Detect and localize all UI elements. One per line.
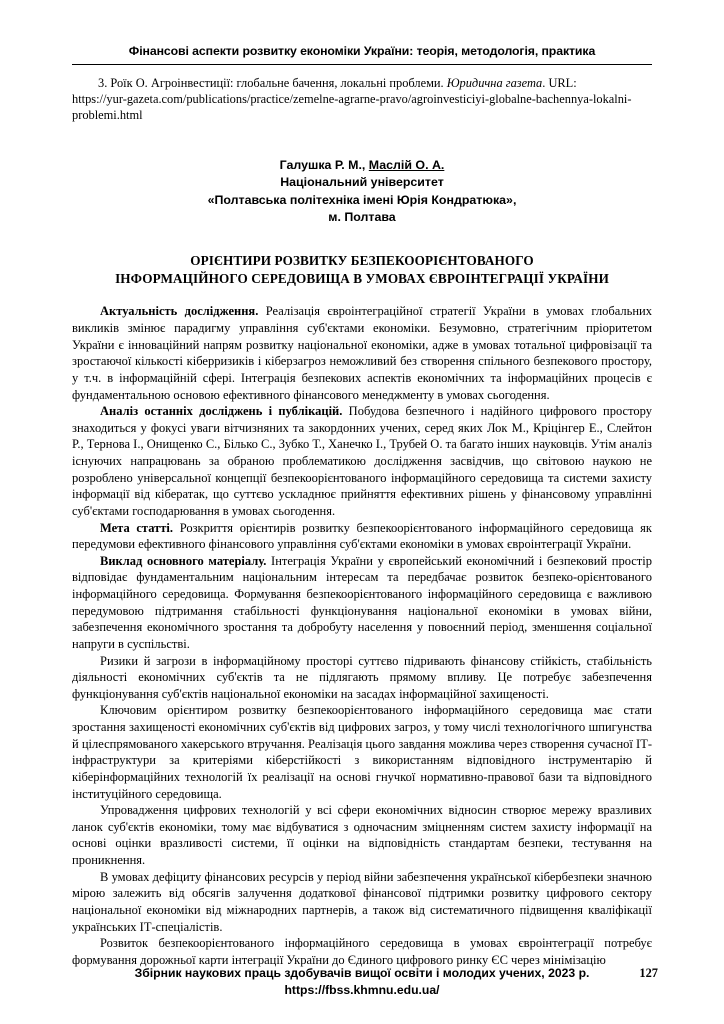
paragraph xyxy=(72,802,652,869)
paragraph xyxy=(72,869,652,936)
affiliation-city: м. Полтава xyxy=(328,209,396,224)
footer-url: https://fbss.khmnu.edu.ua/ xyxy=(284,982,440,997)
page-title xyxy=(72,252,652,288)
authors-block xyxy=(72,157,652,225)
author-names xyxy=(72,157,652,174)
paragraph-text: Розвиток безпекоорієнтованого інформаційного середовища в умовах євроінтеграції потребує формування дорожньої карти інтеграції України до Єдиного цифрового ринку ЄС через мінімізацію xyxy=(72,936,652,967)
reference-text-start: 3. Роїк О. Агроінвестиції: глобальне бачення, локальні проблеми. xyxy=(98,76,447,90)
paragraph-text: Побудова безпечного і надійного цифрового простору знаходиться у фокусі уваги вітчизняних та закордонних учених, серед яких Лок М., Кріцінгер Е., Слейтон Р., Тернова І., Онищенко С., Білько С., Зубко Т., Ханечко І., Трубей О. та багато інших науковців. Утім аналіз існуючих напрацювань за обраною проблематикою дослідження засвідчив, що світовою наукою не розроблено універсальної концепції безпекоорієнтованого інформаційного середовища та системи захисту інформації від кібератак, що суттєво ускладнює прийняття ефективних рішень у фінансовому управлінні суб'єктами господарювання в умовах сьогодення. xyxy=(72,404,652,518)
reference-block xyxy=(72,75,652,123)
author-second: Маслій О. А. xyxy=(368,158,445,173)
page-number: 127 xyxy=(639,966,658,981)
author-first: Галушка Р. М., xyxy=(279,158,369,173)
reference-source: Юридична газета xyxy=(446,76,543,90)
affiliation-line-2: «Полтавська політехніка імені Юрія Кондратюка», xyxy=(207,192,517,207)
reference-url: https://yur-gazeta.com/publications/practice/zemelne-agrarne-pravo/agroinvesticiyi-globalne-bachennya-lokalni-problemi.html xyxy=(72,92,632,123)
reference-text-end: . URL: xyxy=(542,76,577,90)
paragraph-text: Інтеграція України у європейський економічний і безпековий простір відповідає фундаментальним національним інтересам та передбачає розвиток безпеко-орієнтованого інформаційного середовища. Формування безпекоорієнтованого інформаційного середовища є важливою передумовою підтримання стабільності функціонування національної економіки в умовах війни, забезпечення економічного зростання та добробуту населення у повоєнний період, зменшення соціальної напруги в суспільстві. xyxy=(72,553,652,651)
article-body xyxy=(72,303,652,968)
reference-entry xyxy=(72,75,652,91)
paragraph-lead: Актуальність дослідження. xyxy=(100,304,259,319)
paragraph-text: Ризики й загрози в інформаційному просторі суттєво підривають фінансову стійкість, стабільність діяльності економічних суб'єктів та не підлягають прямому впливу. Це потребує забезпечення функціонування суб'єктів національної економіки на засадах інформаційної захищеності. xyxy=(72,653,652,701)
paragraph-text: Ключовим орієнтиром розвитку безпекоорієнтованого інформаційного середовища має стати зростання захищеності економічних суб'єктів від цифрових загроз, у тому числі технологічного шпигунства й цілеспрямованого хакерського втручання. Реалізація цього завдання можлива через створення сучасної ІТ-інфраструктури за критеріями кіберстійкості з використанням відповідного інструментарію й кіберінформаційних технологій їх реалізації на основі гнучкої нормативно-правової бази та відповідного інституційного середовища. xyxy=(72,703,652,801)
paragraph xyxy=(72,553,652,653)
paragraph xyxy=(72,702,652,802)
paragraph-lead: Аналіз останніх досліджень і публікацій. xyxy=(100,404,343,419)
footer-line-1 xyxy=(0,965,724,981)
title-line-1: ОРІЄНТИРИ РОЗВИТКУ БЕЗПЕКООРІЄНТОВАНОГО xyxy=(190,252,534,268)
paragraph xyxy=(72,403,652,519)
paragraph xyxy=(72,520,652,553)
title-line-2: ІНФОРМАЦІЙНОГО СЕРЕДОВИЩА В УМОВАХ ЄВРОІНТЕГРАЦІЇ УКРАЇНИ xyxy=(115,270,609,286)
paragraph-text: Упровадження цифрових технологій у всі сфери економічних відносин створює мережу вразливих ланок суб'єктів економіки, тому має відбуватися з одночасним зміцненням систем захисту інформації на основі оцінки вразливості системи, її оцінки на відповідність стандартам безпеки, тестування на проникнення. xyxy=(72,803,652,868)
header-divider xyxy=(72,64,652,65)
paragraph xyxy=(72,653,652,703)
paragraph xyxy=(72,303,652,403)
running-head: Фінансові аспекти розвитку економіки України: теорія, методологія, практика xyxy=(128,44,596,58)
paragraph-text: Реалізація євроінтеграційної стратегії України в умовах глобальних викликів змінює парадигму управління суб'єктами економіки. Безумовно, стратегічним пріоритетом України є інноваційний напрям розвитку національної економіки, адже в умовах тотальної цифровізації та зростаючої кількості кіберризиків і кіберзагроз неможливий без створення спільного безпекового простору, у т.ч. в інформаційній сфері. Інтеграція безпекових аспектів економічних та інформаційних процесів є фундаментальною основою ефективного фінансового менеджменту в умовах сьогодення. xyxy=(72,304,652,402)
page-footer xyxy=(0,965,724,998)
affiliation-line-1: Національний університет xyxy=(280,175,444,190)
paragraph-lead: Мета статті. xyxy=(100,520,174,535)
paragraph-text: Розкриття орієнтирів розвитку безпекоорієнтованого інформаційного середовища як передумови ефективного фінансового управління суб'єктами економіки в умовах євроінтеграції України. xyxy=(72,520,652,552)
paragraph-text: В умовах дефіциту фінансових ресурсів у період війни забезпечення української кібербезпеки значною мірою залежить від обсягів залучення додаткової фінансової підтримки розвитку цифрового сектору національної економіки від міжнародних партнерів, а також від систематичного підвищення кваліфікації українських ІТ-спеціалістів. xyxy=(72,869,652,934)
footer-collection-title: Збірник наукових праць здобувачів вищої освіти і молодих учених, 2023 р. xyxy=(134,966,590,981)
paragraph xyxy=(72,935,652,968)
paragraph-lead: Виклад основного матеріалу. xyxy=(100,553,267,568)
